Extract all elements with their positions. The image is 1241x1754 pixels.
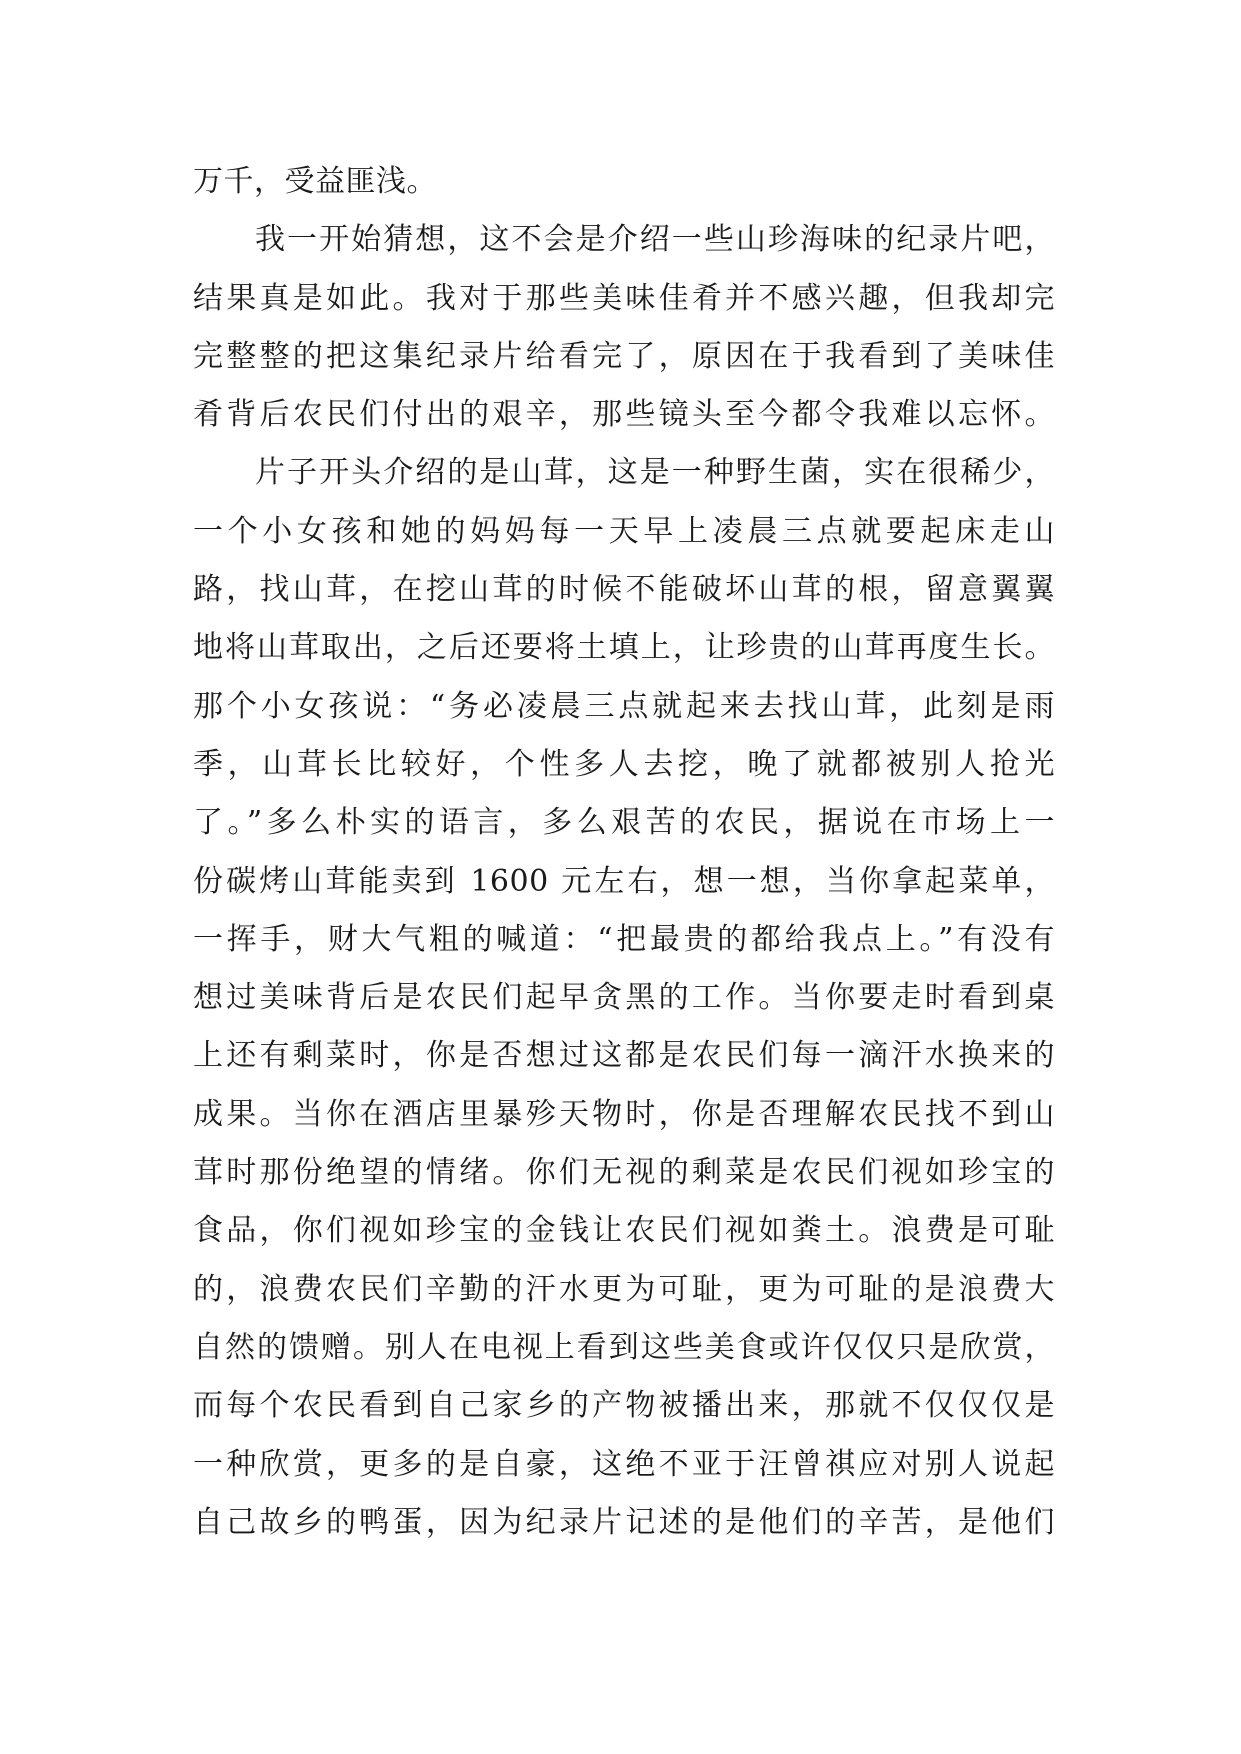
text-line: 一挥手，财大气粗的喊道：“把最贵的都给我点上。”有没有 (193, 921, 1055, 957)
text-line: 自己故乡的鸭蛋，因为纪录片记述的是他们的辛苦，是他们 (193, 1504, 1055, 1540)
text-line: 地将山茸取出，之后还要将土填上，让珍贵的山茸再度生长。 (193, 630, 1055, 666)
text-line: 一种欣赏，更多的是自豪，这绝不亚于汪曾祺应对别人说起 (193, 1446, 1055, 1482)
text-line: 茸时那份绝望的情绪。你们无视的剩菜是农民们视如珍宝的 (193, 1155, 1055, 1191)
text-line: 那个小女孩说：“务必凌晨三点就起来去找山茸，此刻是雨 (193, 688, 1055, 724)
text-line: 成果。当你在酒店里暴殄天物时，你是否理解农民找不到山 (193, 1096, 1055, 1132)
text-line: 食品，你们视如珍宝的金钱让农民们视如粪土。浪费是可耻 (193, 1213, 1055, 1249)
text-line: 肴背后农民们付出的艰辛，那些镜头至今都令我难以忘怀。 (193, 397, 1055, 433)
text-line: 了。”多么朴实的语言，多么艰苦的农民，据说在市场上一 (193, 805, 1055, 841)
text-line: 想过美味背后是农民们起早贪黑的工作。当你要走时看到桌 (193, 980, 1055, 1016)
text-line: 份碳烤山茸能卖到 1600 元左右，想一想，当你拿起菜单， (193, 863, 1055, 899)
text-line: 完整整的把这集纪录片给看完了，原因在于我看到了美味佳 (193, 338, 1055, 374)
text-line: 上还有剩菜时，你是否想过这都是农民们每一滴汗水换来的 (193, 1038, 1055, 1074)
text-line: 结果真是如此。我对于那些美味佳肴并不感兴趣，但我却完 (193, 280, 1055, 316)
text-line: 的，浪费农民们辛勤的汗水更为可耻，更为可耻的是浪费大 (193, 1271, 1055, 1307)
text-line: 万千，受益匪浅。 (193, 164, 437, 199)
text-line: 季，山茸长比较好，个性多人去挖，晚了就都被别人抢光 (193, 746, 1055, 782)
paragraph-start-line: 我一开始猜想，这不会是介绍一些山珍海味的纪录片吧， (255, 222, 1055, 258)
text-line: 路，找山茸，在挖山茸的时候不能破坏山茸的根，留意翼翼 (193, 572, 1055, 608)
text-line: 而每个农民看到自己家乡的产物被播出来，那就不仅仅仅是 (193, 1388, 1055, 1424)
paragraph-start-line: 片子开头介绍的是山茸，这是一种野生菌，实在很稀少， (255, 455, 1055, 491)
text-line: 自然的馈赠。别人在电视上看到这些美食或许仅仅只是欣赏， (193, 1329, 1055, 1365)
body-text (193, 153, 1055, 1552)
text-line: 一个小女孩和她的妈妈每一天早上凌晨三点就要起床走山 (193, 513, 1055, 549)
